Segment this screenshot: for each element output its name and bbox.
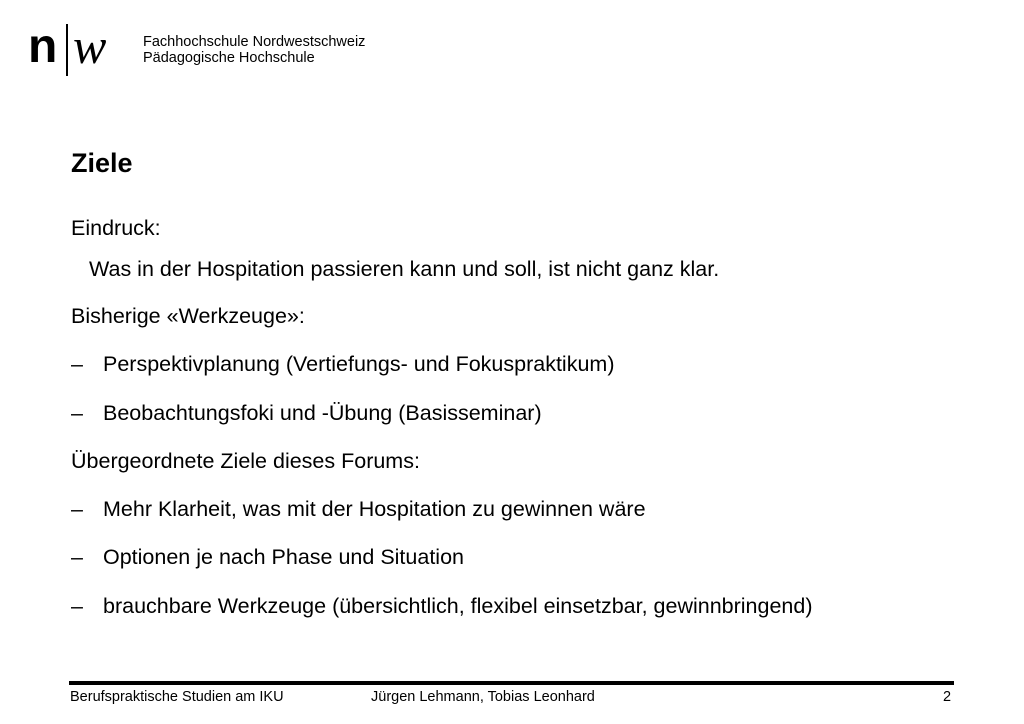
tools-label: Bisherige «Werkzeuge»: — [71, 304, 305, 328]
dash-bullet: – — [71, 545, 83, 569]
footer-divider — [69, 681, 954, 685]
page-number: 2 — [943, 689, 952, 705]
dash-bullet: – — [71, 352, 83, 376]
goal-item-2: Optionen je nach Phase und Situation — [103, 545, 464, 569]
tool-item-2: Beobachtungsfoki und -Übung (Basisseminar) — [103, 401, 542, 425]
footer-course: Berufspraktische Studien am IKU — [70, 689, 284, 705]
goals-label: Übergeordnete Ziele dieses Forums: — [71, 449, 420, 473]
logo-mark-w: w — [73, 18, 107, 74]
slide-title: Ziele — [71, 148, 133, 178]
institution-logo — [28, 18, 388, 78]
impression-label: Eindruck: — [71, 216, 161, 240]
institution-line-2: Pädagogische Hochschule — [143, 50, 315, 66]
institution-line-1: Fachhochschule Nordwestschweiz — [143, 34, 366, 50]
footer-authors: Jürgen Lehmann, Tobias Leonhard — [371, 689, 595, 705]
logo-mark-n: n — [28, 20, 58, 73]
goal-item-3: brauchbare Werkzeuge (übersichtlich, flexibel einsetzbar, gewinnbringend) — [103, 594, 813, 618]
dash-bullet: – — [71, 594, 83, 618]
goal-item-1: Mehr Klarheit, was mit der Hospitation zu gewinnen wäre — [103, 497, 646, 521]
tool-item-1: Perspektivplanung (Vertiefungs- und Fokuspraktikum) — [103, 352, 615, 376]
dash-bullet: – — [71, 401, 83, 425]
logo-divider — [66, 24, 68, 76]
impression-text: Was in der Hospitation passieren kann und soll, ist nicht ganz klar. — [89, 257, 720, 281]
dash-bullet: – — [71, 497, 83, 521]
institution-name — [143, 34, 365, 66]
